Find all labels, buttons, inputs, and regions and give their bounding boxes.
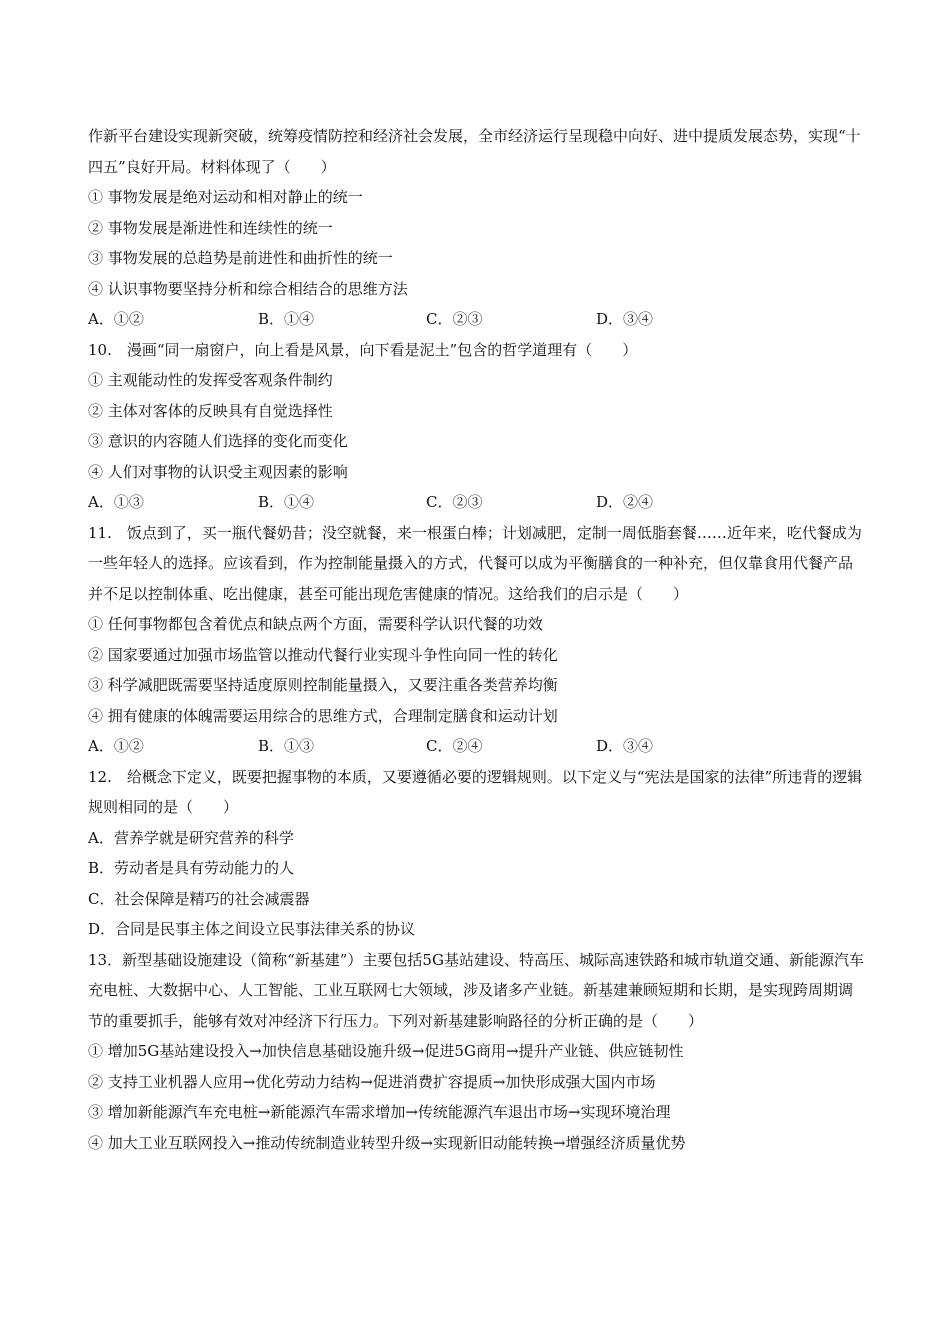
choice-c: C．②③ [426, 310, 483, 328]
choice-b: B．①④ [258, 493, 315, 511]
choice-a: A．①③ [88, 493, 144, 511]
question-13-stem: 13．新型基础设施建设（简称“新基建”）主要包括5G基站建设、特高压、城际高速铁路和城市轨道交通、新能源汽车充电桩、大数据中心、人工智能、工业互联网七大领域，涉及诸多产业链。新基建兼顾短期和长期，是实现跨周期调节的重要抓手，能够有效对冲经济下行压力。下列对新基建影响路径的分析正确的是（ ） [88, 950, 864, 1030]
question-11-choices [88, 731, 864, 762]
question-10-option-3: ③ 意识的内容随人们选择的变化而变化 [88, 432, 348, 450]
choice-b: B．①③ [258, 737, 315, 755]
question-10-choices [88, 487, 864, 518]
question-10-option-4: ④ 人们对事物的认识受主观因素的影响 [88, 462, 348, 481]
question-13-option-1: ① 增加5G基站建设投入→加快信息基础设施升级→促进5G商用→提升产业链、供应链韧性 [88, 1042, 684, 1060]
question-9-option-1: ① 事物发展是绝对运动和相对静止的统一 [88, 188, 363, 206]
choice-c: C．②④ [426, 737, 483, 755]
question-13-option-2: ② 支持工业机器人应用→优化劳动力结构→促进消费扩容提质→加快形成强大国内市场 [88, 1072, 656, 1091]
question-9-option-2: ② 事物发展是渐进性和连续性的统一 [88, 218, 333, 237]
question-12-option-d: D．合同是民事主体之间设立民事法律关系的协议 [88, 920, 416, 938]
choice-a: A．①② [88, 737, 144, 755]
question-10 [88, 335, 864, 518]
choice-d: D．②④ [596, 493, 654, 511]
choice-d: D．③④ [596, 737, 654, 755]
question-12-stem: 12. 给概念下定义，既要把握事物的本质，又要遵循必要的逻辑规则。以下定义与“宪法是国家的法律”所违背的逻辑规则相同的是（ ） [88, 767, 863, 816]
question-11-option-3: ③ 科学减肥既需要坚持适度原则控制能量摄入，又要注重各类营养均衡 [88, 676, 558, 694]
question-9-choices [88, 304, 864, 335]
choice-c: C．②③ [426, 493, 483, 511]
question-12 [88, 762, 864, 945]
question-11-option-4: ④ 拥有健康的体魄需要运用综合的思维方式，合理制定膳食和运动计划 [88, 706, 558, 725]
question-11-option-2: ② 国家要通过加强市场监管以推动代餐行业实现斗争性向同一性的转化 [88, 645, 558, 664]
question-11 [88, 518, 864, 762]
question-10-option-1: ① 主观能动性的发挥受客观条件制约 [88, 371, 333, 389]
question-9-stem: 作新平台建设实现新突破，统筹疫情防控和经济社会发展，全市经济运行呈现稳中向好、进中提质发展态势，实现“十四五”良好开局。材料体现了（ ） [88, 127, 861, 176]
choice-b: B．①④ [258, 310, 315, 328]
question-10-option-2: ② 主体对客体的反映具有自觉选择性 [88, 401, 333, 420]
question-9-option-4: ④ 认识事物要坚持分析和综合相结合的思维方法 [88, 279, 408, 298]
question-11-option-1: ① 任何事物都包含着优点和缺点两个方面，需要科学认识代餐的功效 [88, 615, 543, 633]
question-9-option-3: ③ 事物发展的总趋势是前进性和曲折性的统一 [88, 249, 393, 267]
question-12-option-b: B．劳动者是具有劳动能力的人 [88, 859, 295, 877]
question-10-stem: 10. 漫画“同一扇窗户，向上看是风景，向下看是泥土”包含的哲学道理有（ ） [88, 340, 638, 359]
question-9 [88, 121, 864, 335]
question-13-option-3: ③ 增加新能源汽车充电桩→新能源汽车需求增加→传统能源汽车退出市场→实现环境治理 [88, 1103, 671, 1121]
question-13 [88, 945, 864, 1159]
question-12-option-c: C．社会保障是精巧的社会减震器 [88, 889, 310, 908]
question-12-option-a: A．营养学就是研究营养的科学 [88, 828, 294, 847]
choice-a: A．①② [88, 310, 144, 328]
choice-d: D．③④ [596, 310, 654, 328]
question-11-stem: 11. 饭点到了，买一瓶代餐奶昔；没空就餐，来一根蛋白棒；计划减肥，定制一周低脂套餐……近年来，吃代餐成为一些年轻人的选择。应该看到，作为控制能量摄入的方式，代餐可以成为平衡膳食的一种补充，但仅靠食用代餐产品并不足以控制体重、吃出健康，甚至可能出现危害健康的情况。这给我们的启示是（ ） [88, 523, 862, 603]
question-13-option-4: ④ 加大工业互联网投入→推动传统制造业转型升级→实现新旧动能转换→增强经济质量优势 [88, 1133, 686, 1152]
page-content [88, 121, 864, 1158]
